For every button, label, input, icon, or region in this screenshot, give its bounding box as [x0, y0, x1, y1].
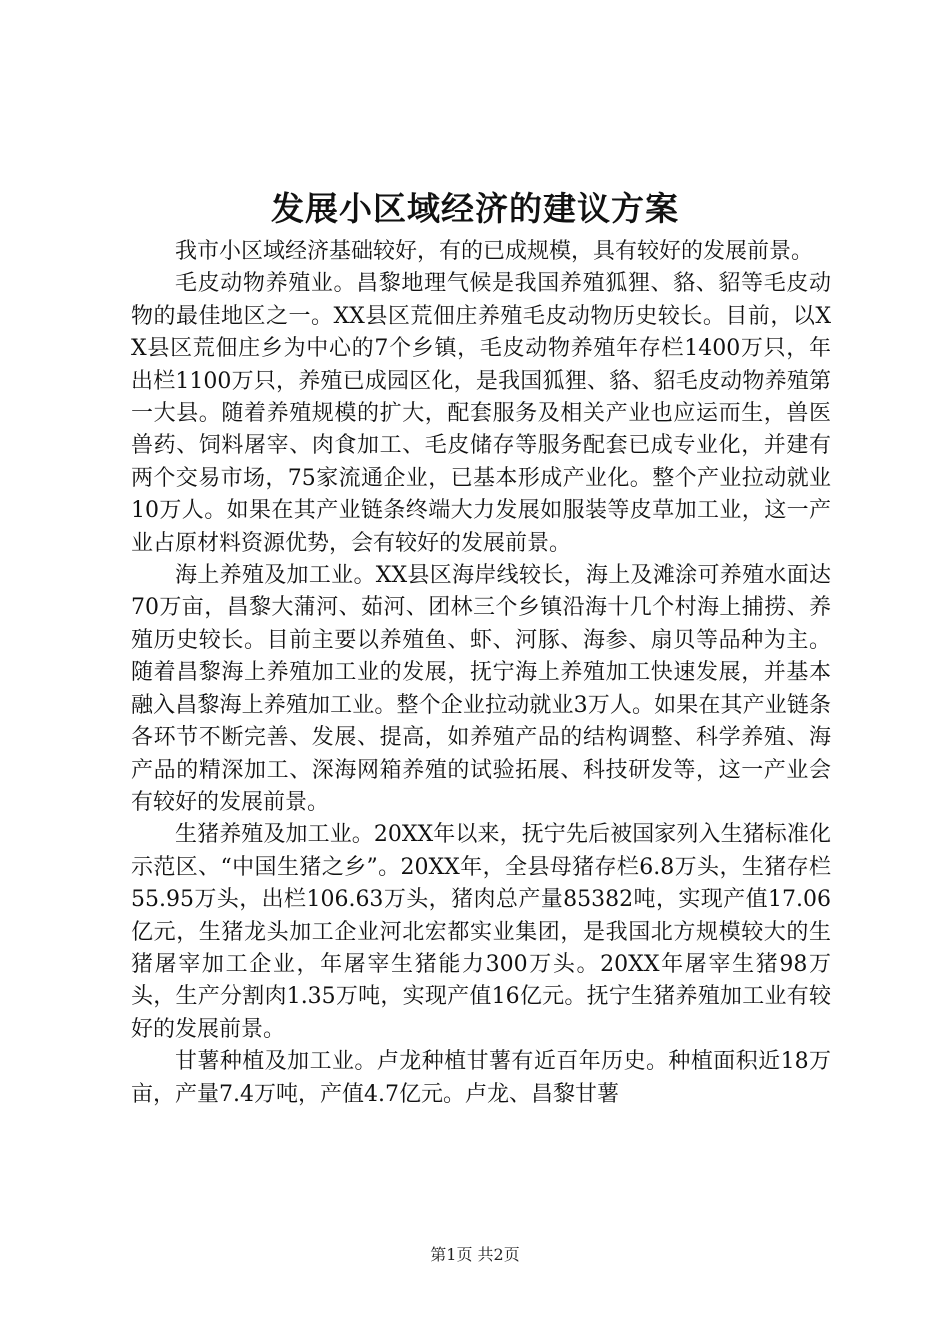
paragraph-pig-farming: 生猪养殖及加工业。20XX年以来，抚宁先后被国家列入生猪标准化示范区、“中国生猪之乡”。20XX年，全县母猪存栏6.8万头，生猪存栏55.95万头，出栏106.63万头，猪肉总产量85382吨，实现产值17.06亿元，生猪龙头加工企业河北宏都实业集团，是我国北方规模较大的生猪屠宰加工企业，年屠宰生猪能力300万头。20XX年屠宰生猪98万头，生产分割肉1.35万吨，实现产值16亿元。抚宁生猪养殖加工业有较好的发展前景。 — [131, 822, 831, 1042]
paragraph-marine-aquaculture: 海上养殖及加工业。XX县区海岸线较长，海上及滩涂可养殖水面达70万亩，昌黎大蒲河、茹河、团林三个乡镇沿海十几个村海上捕捞、养殖历史较长。目前主要以养殖鱼、虾、河豚、海参、扇贝等品种为主。随着昌黎海上养殖加工业的发展，抚宁海上养殖加工快速发展，并基本融入昌黎海上养殖加工业。整个企业拉动就业3万人。如果在其产业链条各环节不断完善、发展、提高，如养殖产品的结构调整、科学养殖、海产品的精深加工、深海网箱养殖的试验拓展、科技研发等，这一产业会有较好的发展前景。 — [131, 563, 831, 815]
page-number-footer: 第1页 共2页 — [430, 1245, 520, 1264]
document-title: 发展小区域经济的建议方案 — [271, 189, 679, 228]
paragraph-intro: 我市小区域经济基础较好，有的已成规模，具有较好的发展前景。 — [175, 239, 814, 264]
paragraph-sweet-potato: 甘薯种植及加工业。卢龙种植甘薯有近百年历史。种植面积近18万亩，产量7.4万吨，产值4.7亿元。卢龙、昌黎甘薯 — [131, 1049, 831, 1107]
document-body — [131, 236, 831, 1111]
paragraph-fur-animal-farming: 毛皮动物养殖业。昌黎地理气候是我国养殖狐狸、貉、貂等毛皮动物的最佳地区之一。XX县区荒佃庄养殖毛皮动物历史较长。目前，以XX县区荒佃庄乡为中心的7个乡镇，毛皮动物养殖年存栏1400万只，年出栏1100万只，养殖已成园区化，是我国狐狸、貉、貂毛皮动物养殖第一大县。随着养殖规模的扩大，配套服务及相关产业也应运而生，兽医兽药、饲料屠宰、肉食加工、毛皮储存等服务配套已成专业化，并建有两个交易市场，75家流通企业，已基本形成产业化。整个产业拉动就业10万人。如果在其产业链条终端大力发展如服装等皮草加工业，这一产业占原材料资源优势，会有较好的发展前景。 — [131, 271, 831, 556]
